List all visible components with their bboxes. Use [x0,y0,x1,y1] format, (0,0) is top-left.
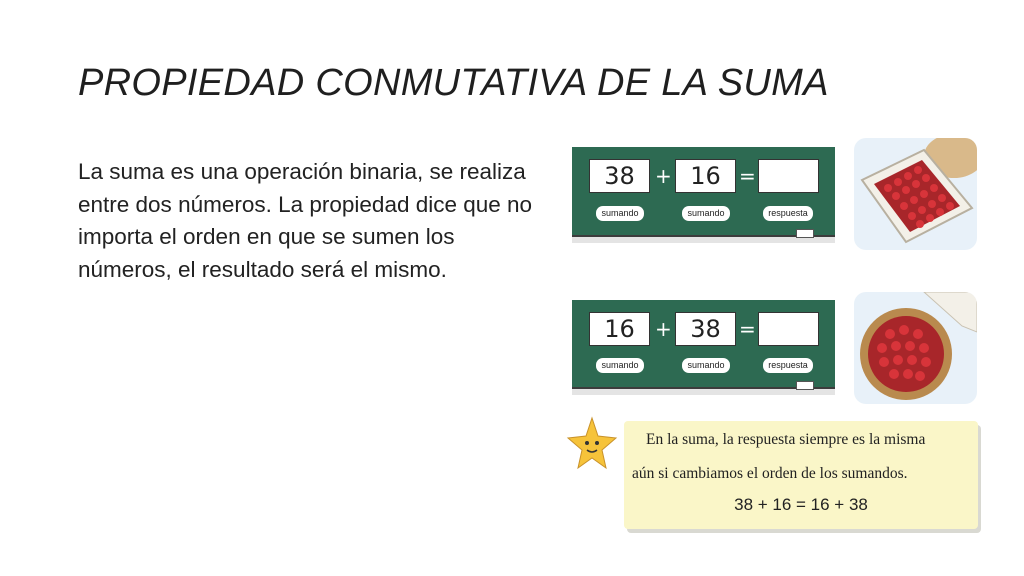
label-addend-2: sumando [682,206,730,221]
answer-card [758,312,819,346]
eraser-icon [796,381,814,390]
equals-sign: = [739,164,756,188]
note-equation: 38 + 16 = 16 + 38 [734,495,868,514]
note-line-1: En la suma, la respuesta siempre es la misma [646,431,926,448]
slide-title: PROPIEDAD CONMUTATIVA DE LA SUMA [78,62,829,104]
label-addend-2: sumando [682,358,730,373]
slide-body-text: La suma es una operación binaria, se realiza entre dos números. La propiedad dice que no importa el orden en que se sumen los números, el resultado será el mismo. [78,159,533,282]
label-answer: respuesta [763,206,813,221]
plus-sign: + [655,317,672,341]
star-mascot-icon [566,416,618,478]
addend-card-2: 38 [675,312,736,346]
strawberry-box-icon [854,138,977,250]
equals-sign: = [739,317,756,341]
note-line-2: aún si cambiamos el orden de los sumandos. [632,465,908,482]
answer-card [758,159,819,193]
strawberry-basket-image [854,292,977,404]
eraser-icon [796,229,814,238]
addend-card-1: 16 [589,312,650,346]
addend-card-1: 38 [589,159,650,193]
label-addend-1: sumando [596,206,644,221]
label-addend-1: sumando [596,358,644,373]
addend-card-2: 16 [675,159,736,193]
strawberry-basket-icon [854,292,977,404]
label-answer: respuesta [763,358,813,373]
strawberry-box-image [854,138,977,250]
plus-sign: + [655,164,672,188]
note-box [624,421,978,529]
